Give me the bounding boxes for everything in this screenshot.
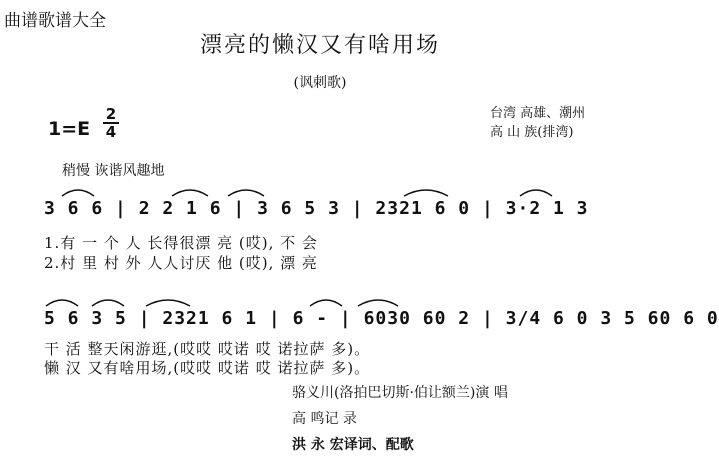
time-signature-top: 2 [105,105,117,123]
lyric-row2-line1: 干 活 整天闲游逛,(哎哎 哎诺 哎 诺拉萨 多)。 [44,340,371,358]
origin-line-2: 高 山 族(排湾) [490,125,574,140]
credit-performer: 骆义川(洛拍巴切斯·伯让额兰)演 唱 [292,385,508,401]
song-subtitle: (讽刺歌) [293,75,347,91]
time-signature-bottom: 4 [105,123,117,141]
lyric-row1-line2: 2.村 里 村 外 人人讨厌 他 (哎), 漂 亮 [44,254,318,272]
lyric-row2-line2: 懒 汉 又有啥用场,(哎哎 哎诺 哎 诺拉萨 多)。 [44,359,371,377]
site-label: 曲谱歌谱大全 [4,11,106,31]
key-signature: 1=E [48,118,91,140]
notation-row-2: 5 6 3 5 | 2321 6 1 | 6 - | 6030 60 2 | 3/4 6 0 3 5 60 6 0 [44,308,719,329]
credit-lyricist: 洪 永 宏译词、配歌 [292,437,414,453]
song-title: 漂亮的懒汉又有啥用场 [199,33,440,58]
notation-row-1: 3 6 6 | 2 2 1 6 | 3 6 5 3 | 2321 6 0 | 3·2 1 3 [44,198,589,219]
lyric-row1-line1: 1.有 一 个 人 长得很漂 亮 (哎), 不 会 [44,234,318,252]
credit-recorder: 高 鸣记 录 [292,411,357,427]
origin-line-1: 台湾 高雄、潮州 [490,106,586,121]
tempo-marking: 稍慢 诙谐风趣地 [62,163,165,179]
